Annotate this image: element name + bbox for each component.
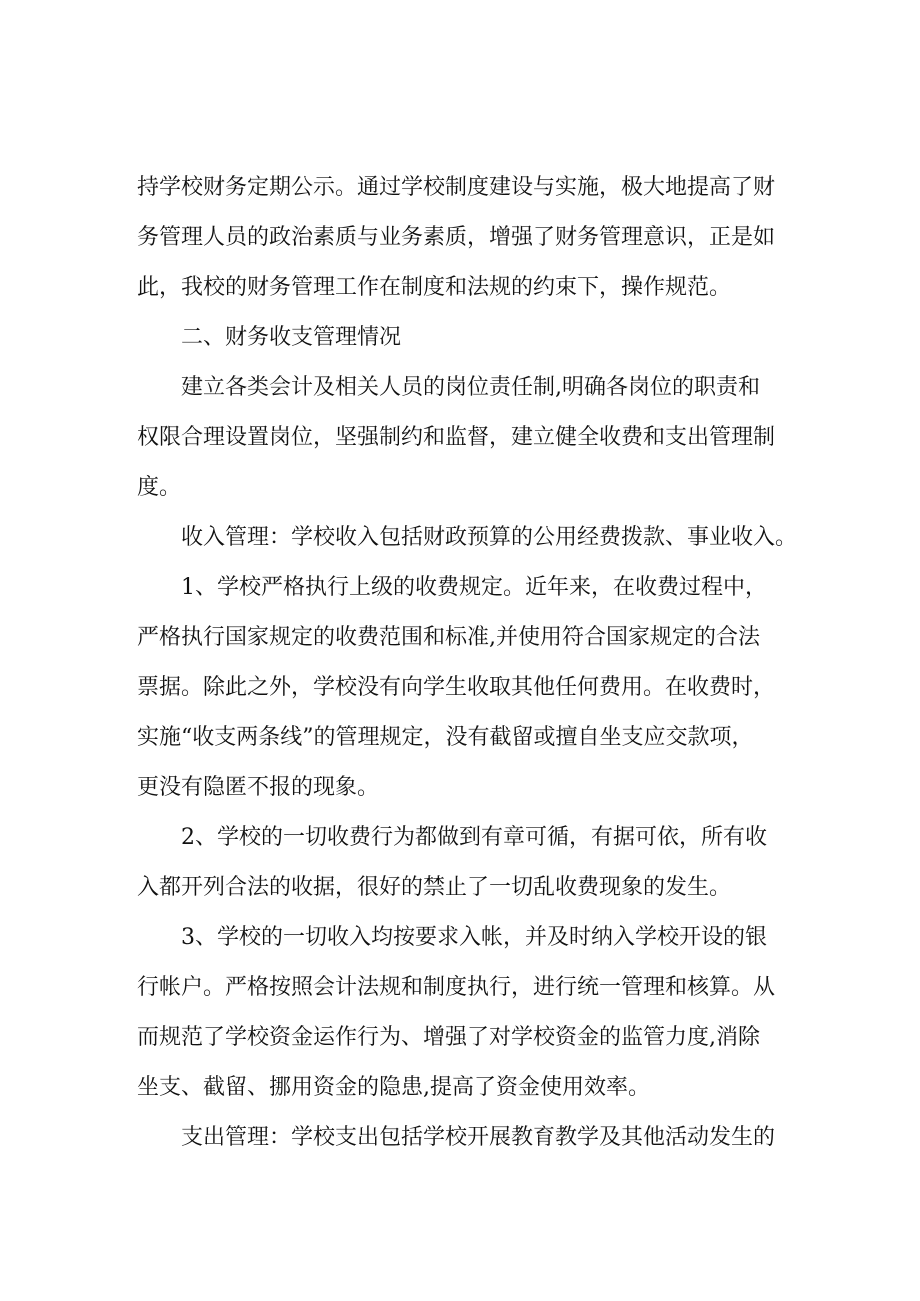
paragraph-text: 行帐户。严格按照会计法规和制度执行，进行统一管理和核算。从 <box>137 975 776 1000</box>
paragraph-text: 入都开列合法的收据，很好的禁止了一切乱收费现象的发生。 <box>137 875 732 900</box>
text-line-20 <box>0 1118 920 1158</box>
text-line-19 <box>0 1068 920 1108</box>
paragraph-text: 3、学校的一切收入均按要求入帐，并及时纳入学校开设的银 <box>181 925 767 950</box>
text-line-10 <box>0 618 920 658</box>
text-line-16 <box>0 918 920 958</box>
text-line-7 <box>0 468 920 508</box>
paragraph-text: 1、学校严格执行上级的收费规定。近年来，在收费过程中， <box>181 575 767 600</box>
text-line-13 <box>0 768 920 808</box>
text-line-5 <box>0 368 920 408</box>
text-line-1 <box>0 168 920 208</box>
paragraph-text: 实施“收支两条线”的管理规定，没有截留或擅自坐支应交款项， <box>137 725 754 750</box>
text-line-2 <box>0 218 920 258</box>
paragraph-text: 此，我校的财务管理工作在制度和法规的约束下，操作规范。 <box>137 275 732 300</box>
text-line-11 <box>0 668 920 708</box>
section-heading: 二、财务收支管理情况 <box>181 325 402 350</box>
text-line-8 <box>0 518 920 558</box>
paragraph-text: 票据。除此之外，学校没有向学生收取其他任何费用。在收费时， <box>137 675 776 700</box>
paragraph-text: 持学校财务定期公示。通过学校制度建设与实施，极大地提高了财 <box>137 175 776 200</box>
paragraph-text: 度。 <box>137 475 182 500</box>
paragraph-text: 而规范了学校资金运作行为、增强了对学校资金的监管力度,消除 <box>137 1025 760 1050</box>
text-line-9 <box>0 568 920 608</box>
text-line-14 <box>0 818 920 858</box>
paragraph-text: 权限合理设置岗位，坚强制约和监督，建立健全收费和支出管理制 <box>137 425 776 450</box>
paragraph-text: 更没有隐匿不报的现象。 <box>137 775 380 800</box>
text-line-15 <box>0 868 920 908</box>
section-heading-line <box>0 318 920 358</box>
paragraph-text: 建立各类会计及相关人员的岗位责任制,明确各岗位的职责和 <box>181 375 760 400</box>
paragraph-text: 2、学校的一切收费行为都做到有章可循，有据可依，所有收 <box>181 825 767 850</box>
paragraph-text: 坐支、截留、挪用资金的隐患,提高了资金使用效率。 <box>137 1075 650 1100</box>
text-line-18 <box>0 1018 920 1058</box>
text-line-12 <box>0 718 920 758</box>
paragraph-text: 务管理人员的政治素质与业务素质，增强了财务管理意识，正是如 <box>137 225 776 250</box>
text-line-3 <box>0 268 920 308</box>
paragraph-text: 收入管理：学校收入包括财政预算的公用经费拨款、事业收入。 <box>181 525 798 550</box>
text-line-6 <box>0 418 920 458</box>
text-line-17 <box>0 968 920 1008</box>
paragraph-text: 支出管理：学校支出包括学校开展教育教学及其他活动发生的 <box>181 1125 776 1150</box>
paragraph-text: 严格执行国家规定的收费范围和标准,并使用符合国家规定的合法 <box>137 625 760 650</box>
